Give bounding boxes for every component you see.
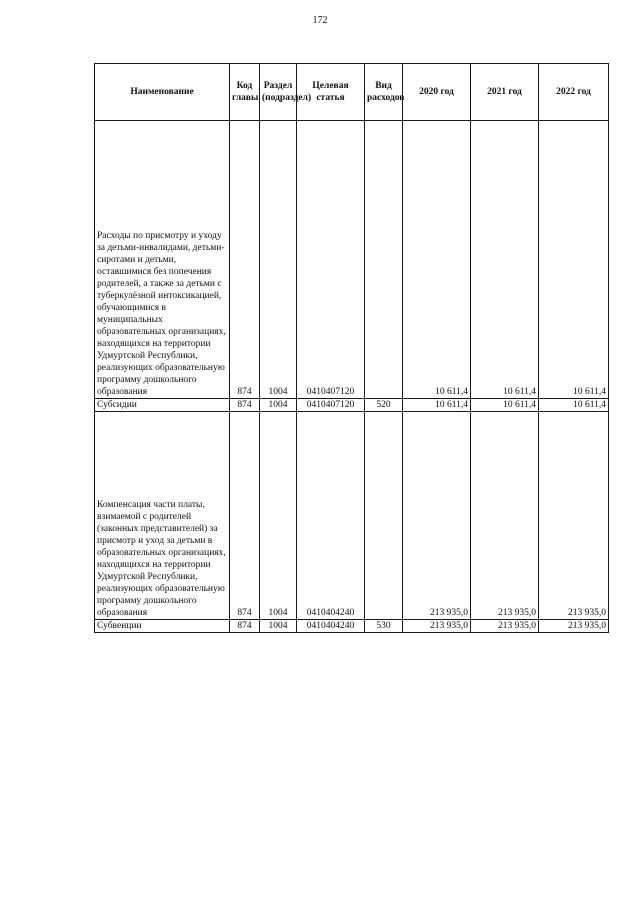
row-2022: 10 611,4 <box>539 399 609 412</box>
row-2020: 10 611,4 <box>403 399 471 412</box>
row-target: 0410404240 <box>297 412 365 620</box>
row-expense-type <box>365 412 403 620</box>
row-expense-type: 530 <box>365 620 403 633</box>
row-name: Компенсация части платы, взимаемой с родителей (законных представителей) за присмотр и уход за детьми в образовательных организациях, находящихся на территории Удмуртской Республики, реализующих образовательную программу дошкольного образования <box>95 412 230 620</box>
row-2020: 10 611,4 <box>403 121 471 399</box>
header-name: Наименование <box>95 64 230 121</box>
row-name: Субсидии <box>95 399 230 412</box>
row-2021: 213 935,0 <box>471 620 539 633</box>
row-target: 0410407120 <box>297 399 365 412</box>
row-name: Субвенции <box>95 620 230 633</box>
header-section: Раздел (подраздел) <box>260 64 297 121</box>
header-2021: 2021 год <box>471 64 539 121</box>
row-section: 1004 <box>260 399 297 412</box>
table-row <box>95 399 609 412</box>
header-target: Целевая статья <box>297 64 365 121</box>
header-2020: 2020 год <box>403 64 471 121</box>
row-2020: 213 935,0 <box>403 412 471 620</box>
row-section: 1004 <box>260 620 297 633</box>
row-2022: 10 611,4 <box>539 121 609 399</box>
row-2021: 10 611,4 <box>471 399 539 412</box>
table-row <box>95 412 609 620</box>
row-chapter: 874 <box>230 412 260 620</box>
row-chapter: 874 <box>230 121 260 399</box>
budget-table <box>94 63 609 633</box>
row-section: 1004 <box>260 412 297 620</box>
table-row <box>95 121 609 399</box>
header-chapter-code: Код главы <box>230 64 260 121</box>
page-number: 172 <box>312 15 328 26</box>
row-name: Расходы по присмотру и уходу за детьми-инвалидами, детьми-сиротами и детьми, оставшимися без попечения родителей, а также за детьми с туберкулёзной интоксикацией, обучающимися в муниципальных образовательных организациях, находящихся на территории Удмуртской Республики, реализующих образовательную программу дошкольного образования <box>95 121 230 399</box>
header-expense-type: Вид расходов <box>365 64 403 121</box>
header-2022: 2022 год <box>539 64 609 121</box>
row-expense-type: 520 <box>365 399 403 412</box>
row-expense-type <box>365 121 403 399</box>
row-chapter: 874 <box>230 399 260 412</box>
row-target: 0410407120 <box>297 121 365 399</box>
row-section: 1004 <box>260 121 297 399</box>
row-chapter: 874 <box>230 620 260 633</box>
row-2021: 10 611,4 <box>471 121 539 399</box>
row-2022: 213 935,0 <box>539 412 609 620</box>
row-target: 0410404240 <box>297 620 365 633</box>
table-header-row <box>95 64 609 121</box>
row-2020: 213 935,0 <box>403 620 471 633</box>
row-2022: 213 935,0 <box>539 620 609 633</box>
row-2021: 213 935,0 <box>471 412 539 620</box>
table-row <box>95 620 609 633</box>
